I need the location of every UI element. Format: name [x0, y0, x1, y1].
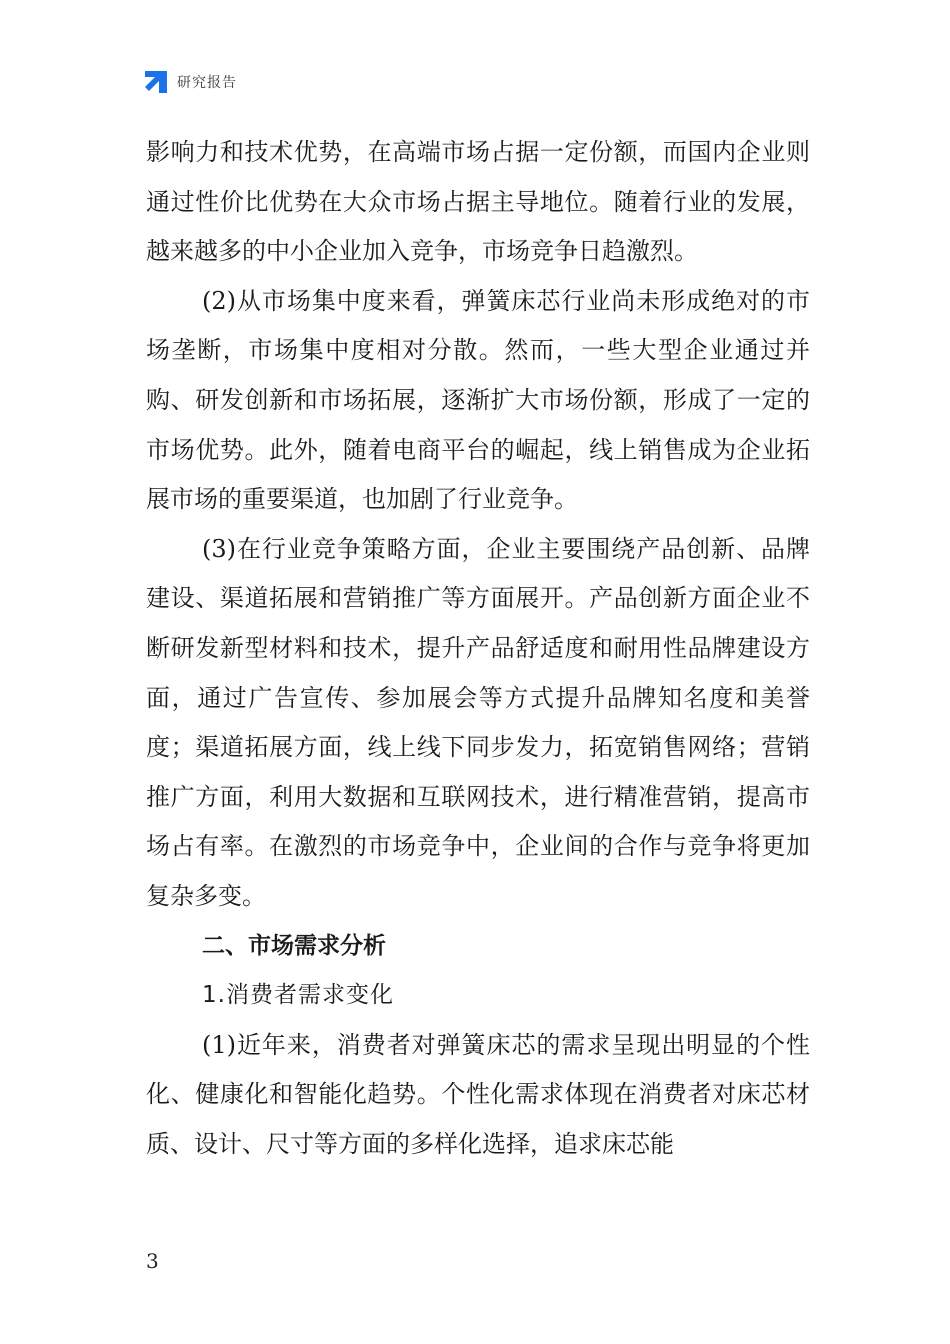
paragraph-continued: 影响力和技术优势，在高端市场占据一定份额，而国内企业则通过性价比优势在大众市场占据主导地位。随着行业的发展，越来越多的中小企业加入竞争，市场竞争日趋激烈。 — [146, 138, 810, 266]
header-title: 研究报告 — [177, 75, 237, 91]
report-header — [143, 68, 237, 96]
section-heading: 二、市场需求分析 — [202, 932, 386, 959]
subsection-heading: 1.消费者需求变化 — [202, 982, 394, 1009]
arrow-up-right-logo-icon — [143, 69, 169, 95]
paragraph-competition-strategy: (3)在行业竞争策略方面，企业主要围绕产品创新、品牌建设、渠道拓展和营销推广等方面展开。产品创新方面企业不断研发新型材料和技术，提升产品舒适度和耐用性品牌建设方面，通过广告宣传、参加展会等方式提升品牌知名度和美誉度；渠道拓展方面，线上线下同步发力，拓宽销售网络；营销推广方面，利用大数据和互联网技术，进行精准营销，提高市场占有率。在激烈的市场竞争中，企业间的合作与竞争将更加复杂多变。 — [146, 534, 810, 910]
paragraph-market-concentration: (2)从市场集中度来看，弹簧床芯行业尚未形成绝对的市场垄断，市场集中度相对分散。然而，一些大型企业通过并购、研发创新和市场拓展，逐渐扩大市场份额，形成了一定的市场优势。此外，随着电商平台的崛起，线上销售成为企业拓展市场的重要渠道，也加剧了行业竞争。 — [146, 286, 810, 514]
page-number: 3 — [146, 1249, 159, 1273]
document-body — [146, 128, 810, 1169]
paragraph-consumer-demand: (1)近年来，消费者对弹簧床芯的需求呈现出明显的个性化、健康化和智能化趋势。个性化需求体现在消费者对床芯材质、设计、尺寸等方面的多样化选择，追求床芯能 — [146, 1030, 810, 1158]
